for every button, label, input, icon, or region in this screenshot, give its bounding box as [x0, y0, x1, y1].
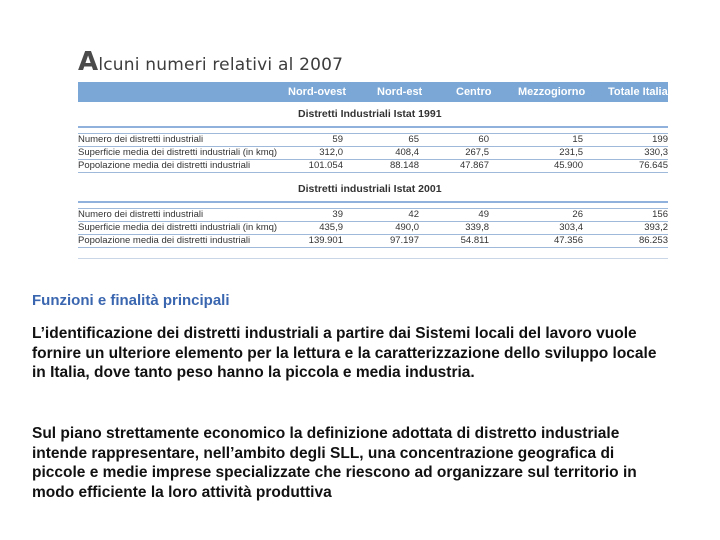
table-row	[78, 134, 668, 146]
header-nord-ovest: Nord-ovest	[288, 86, 347, 98]
header-centro: Centro	[456, 86, 492, 98]
cell: 42	[408, 209, 419, 220]
row-label: Popolazione media dei distretti industriali	[78, 235, 251, 246]
paragraph-1: L’identificazione dei distretti industriali a partire dai Sistemi locali del lavoro vuole fornire un ulteriore elemento per la lettura e la caratterizzazione dello sviluppo locale in Italia, dove tanto peso hanno la piccola e media industria.	[32, 325, 657, 381]
cell: 156	[652, 209, 668, 220]
cell: 231,5	[559, 147, 583, 158]
cell: 303,4	[559, 222, 583, 233]
cell: 54.811	[460, 235, 489, 246]
cell: 101.054	[308, 160, 343, 171]
cell: 59	[332, 134, 343, 145]
cell: 60	[478, 134, 489, 145]
cell: 139.901	[308, 235, 343, 246]
table-row	[78, 160, 668, 172]
cell: 86.253	[638, 235, 668, 246]
title-initial: A	[78, 47, 99, 77]
cell: 47.867	[459, 160, 489, 171]
header-mezzogiorno: Mezzogiorno	[518, 86, 586, 98]
cell: 97.197	[389, 235, 419, 246]
cell: 26	[572, 209, 583, 220]
cell: 88.148	[389, 160, 419, 171]
table-row	[78, 209, 668, 221]
cell: 393,2	[644, 222, 668, 233]
cell: 199	[652, 134, 668, 145]
cell: 312,0	[319, 147, 343, 158]
header-nord-est: Nord-est	[377, 86, 423, 98]
row-label: Popolazione media dei distretti industriali	[78, 160, 251, 171]
cell: 65	[408, 134, 419, 145]
row-label: Numero dei distretti industriali	[78, 209, 204, 220]
cell: 76.645	[638, 160, 668, 171]
cell: 47.356	[553, 235, 583, 246]
table-header-row	[78, 82, 668, 102]
paragraph-2: Sul piano strettamente economico la definizione adottata di distretto industriale intende rappresentare, nell’ambito degli SLL, una concentrazione geografica di piccole e medie imprese specializzate che riescono ad organizzare sul territorio in modo efficiente la loro attività produttiva	[32, 425, 637, 501]
row-label: Superficie media dei distretti industriali (in kmq)	[78, 222, 278, 233]
cell: 408,4	[395, 147, 419, 158]
cell: 490,0	[395, 222, 419, 233]
header-totale-italia: Totale Italia	[608, 86, 668, 98]
cell: 339,8	[465, 222, 489, 233]
cell: 49	[478, 209, 489, 220]
table-row	[78, 147, 668, 159]
section-title-2001: Distretti industriali Istat 2001	[298, 183, 442, 195]
table-title	[78, 47, 343, 77]
section-subheading: Funzioni e finalità principali	[32, 292, 230, 309]
cell: 330,3	[644, 147, 668, 158]
table-row	[78, 222, 668, 234]
statistics-table	[78, 82, 668, 259]
cell: 45.900	[553, 160, 583, 171]
title-rest: lcuni numeri relativi al 2007	[98, 55, 344, 75]
cell: 435,9	[319, 222, 343, 233]
cell: 267,5	[465, 147, 489, 158]
cell: 15	[572, 134, 583, 145]
row-label: Superficie media dei distretti industriali (in kmq)	[78, 147, 278, 158]
section-title-1991: Distretti Industriali Istat 1991	[298, 108, 442, 120]
row-label: Numero dei distretti industriali	[78, 134, 204, 145]
table-bottom-rule	[78, 258, 668, 259]
table-row	[78, 235, 668, 247]
cell: 39	[332, 209, 343, 220]
